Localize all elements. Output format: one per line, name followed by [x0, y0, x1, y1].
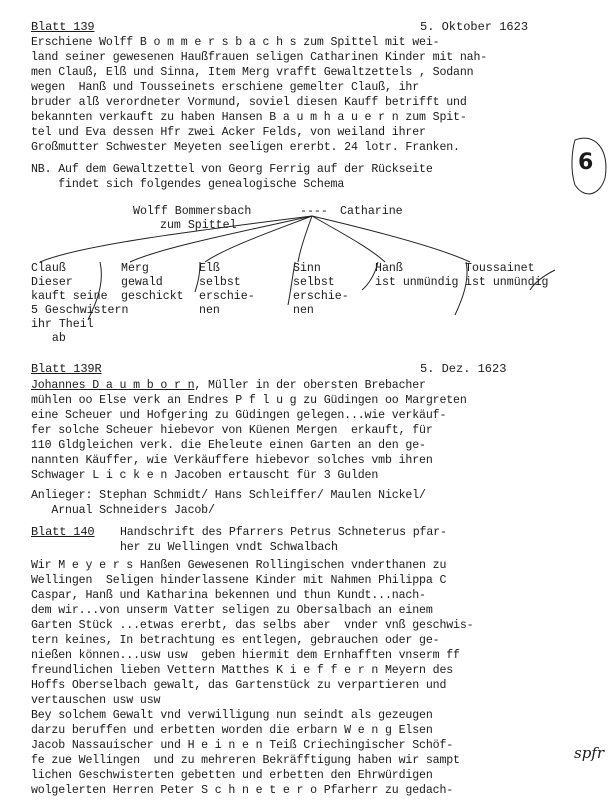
tree-child-hanss: Hanß ist unmündig: [375, 262, 459, 289]
text-line: fer solche Scheuer hiebevor von Küenen Mergen erkauft, für: [31, 424, 433, 437]
tree-parent-right: Catharine: [340, 205, 403, 218]
text-line: bekannten verkauft zu haben Hansen B a u m h a u e r n zum Spit-: [31, 111, 467, 124]
blatt-139-date: 5. Oktober 1623: [420, 20, 529, 34]
tree-child-elss: Elß selbst erschie- nen: [199, 262, 255, 317]
text-line: nannten Käuffer, wie Verkäuffere hiebevor solches vmb ihren: [31, 454, 433, 467]
text-line: freundlichen lieben Vettern Matthes K i e f f e r n Meyern des: [31, 664, 454, 677]
text-line: lichen Geschwisterten gebetten und erbetten den Ehrwürdigen: [31, 769, 433, 782]
blatt-140-heading: her zu Wellingen vndt Schwalbach: [120, 541, 338, 554]
text-line: tern keines, In betrachtung es entlegen, gebrauchen oder ge-: [31, 634, 440, 647]
text-line: wolgelerten Herren Peter S c h n e t e r o Pfarherr zu gedach-: [31, 784, 454, 797]
text-line: eine Scheuer und Hofgering zu Güdingen gelegen...wie verkäuf-: [31, 409, 447, 422]
text-line: darzu beruffen und erbetten worden die erbarn W e n g Elsen: [31, 724, 433, 737]
text-line: Erschiene Wolff B o m m e r s b a c h s zum Spittel mit wei-: [31, 36, 440, 49]
text-line: Großmutter Schwester Meyeten seeligen ererbt. 24 lotr. Franken.: [31, 141, 460, 154]
handwritten-signature: spfr: [574, 744, 605, 762]
blatt-139r-date: 5. Dez. 1623: [420, 362, 507, 376]
tree-child-sinn: Sinn selbst erschie- nen: [293, 262, 349, 317]
text-line: dem wir...von unserm Vatter seligen zu Obersalbach an einem: [31, 604, 433, 617]
text-line: bruder alß verordneter Vormund, soviel diesen Kauff betrifft und: [31, 96, 467, 109]
text-line: tel und Eva dessen Hfr zwei Acker Felds, von weiland ihrer: [31, 126, 426, 139]
nb-line: NB. Auf dem Gewaltzettel von Georg Ferrig auf der Rückseite: [31, 163, 433, 176]
tree-child-merg: Merg gewald geschickt: [121, 262, 184, 303]
text-line: Wir M e y e r s Hanßen Gewesenen Rollingischen vnderthanen zu: [31, 559, 447, 572]
tree-child-clauss: Clauß Dieser kauft seine 5 Geschwistern ihr Theil ab: [31, 262, 129, 345]
blatt-139-title: Blatt 139: [31, 20, 95, 34]
text-line: Bey solchem Gewalt vnd verwilligung nun seindt als gezeugen: [31, 709, 433, 722]
text-line: nießen können...usw usw geben hiermit dem Ernhafften vnserm ff: [31, 649, 460, 662]
tree-parent-left: Wolff Bommersbach: [133, 205, 252, 218]
text-line: vertauschen usw usw: [31, 694, 161, 707]
text-line-name: [31, 378, 426, 393]
text-fragment: , Müller in der obersten Brebacher: [194, 379, 426, 392]
text-line: Caspar, Hanß und Katharina bekennen und thun Kundt...nach-: [31, 589, 426, 602]
text-line: land seiner gewesenen Haußfrauen seligen Catharinen Kinder mit nah-: [31, 51, 488, 64]
text-line: Garten Stück ...etwas ererbt, das selbs aber vnder vnß geschwis-: [31, 619, 474, 632]
tree-child-toussainet: Toussainet ist unmündig: [465, 262, 549, 289]
blatt-140-heading: Handschrift des Pfarrers Petrus Schneterus pfar-: [120, 526, 447, 539]
text-line: Wellingen Seligen hinderlassene Kinder mit Nahmen Philippa C: [31, 574, 447, 587]
text-line: Hoffs Oberselbach gewalt, das Gartenstück zu verpartieren und: [31, 679, 447, 692]
tree-parent-sub: zum Spittel: [160, 219, 237, 232]
text-line: mühlen oo Else verk an Endres P f l u g zu Güdingen oo Margreten: [31, 394, 467, 407]
text-line: 110 Gldgleichen verk. die Eheleute einen Garten an den ge-: [31, 439, 426, 452]
text-line: wegen Hanß und Tousseinets erschiene gemelter Clauß, ihr: [31, 81, 420, 94]
text-line: men Clauß, Elß und Sinna, Item Merg vrafft Gewaltzettels , Sodann: [31, 66, 474, 79]
anlieger-line: Anlieger: Stephan Schmidt/ Hans Schleiffer/ Maulen Nickel/: [31, 489, 426, 502]
seller-name: Johannes D a u m b o r n: [31, 379, 195, 392]
anlieger-line: Arnual Schneiders Jacob/: [31, 504, 215, 517]
text-line: fe zue Wellingen und zu mehreren Bekräfftigung haben wir sampt: [31, 754, 460, 767]
blatt-139r-title: Blatt 139R: [31, 362, 102, 376]
nb-line: findet sich folgendes genealogische Schema: [31, 178, 345, 191]
text-line: Schwager L i c k e n Jacoben ertauscht für 3 Gulden: [31, 469, 379, 482]
tree-dash: ----: [300, 205, 328, 218]
text-line: Jacob Nassauischer und H e i n e n Teiß Criechingischer Schöf-: [31, 739, 454, 752]
blatt-140-title: Blatt 140: [31, 525, 95, 539]
margin-number: 6: [578, 150, 594, 175]
